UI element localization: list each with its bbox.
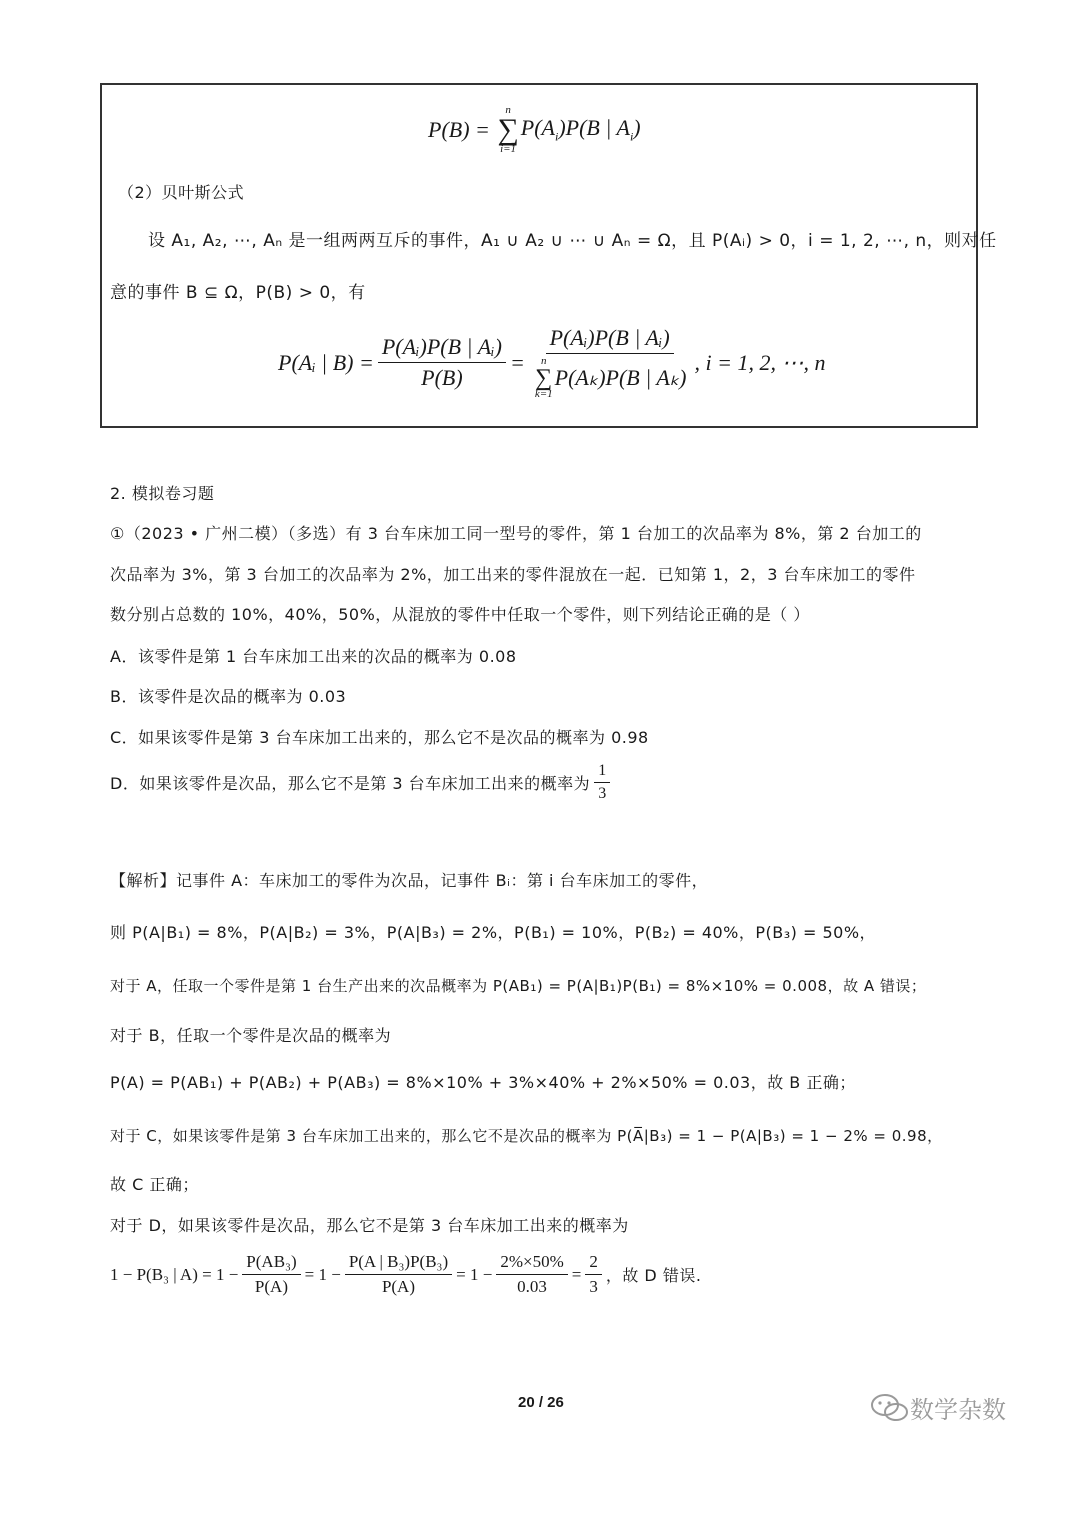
option-d-fraction: $\frac{1}{3}$ bbox=[594, 762, 610, 803]
watermark bbox=[870, 1390, 1006, 1425]
total-probability-formula: P(B) = n ∑ i=1 $P(A_i)P(B$ | $A_i$) bbox=[428, 104, 641, 155]
solution-line-4: 对于 B，任取一个零件是次品的概率为 bbox=[110, 1026, 392, 1045]
wechat-icon bbox=[870, 1392, 910, 1424]
option-d bbox=[110, 762, 614, 803]
solution-line-5: P(A) = P(AB₁) + P(AB₂) + P(AB₃) = 8%×10% + 3%×40% + 2%×50% = 0.03，故 B 正确； bbox=[110, 1073, 856, 1092]
option-b: B．该零件是次品的概率为 0.03 bbox=[110, 687, 347, 706]
solution-line-6: 对于 C，如果该零件是第 3 台车床加工出来的，那么它不是次品的概率为 P(A̅|B₃) = 1 − P(A|B₃) = 1 − 2% = 0.98， bbox=[110, 1127, 943, 1145]
solution-line-3: 对于 A，任取一个零件是第 1 台生产出来的次品概率为 P(AB₁) = P(A|B₁)P(B₁) = 8%×10% = 0.008，故 A 错误； bbox=[110, 977, 927, 995]
final-fraction-1: $\frac{\text{P(AB₃)}}{P(A)}$ bbox=[242, 1252, 300, 1297]
bayes-heading: （2）贝叶斯公式 bbox=[118, 183, 245, 202]
question-line-3: 数分别占总数的 10%，40%，50%，从混放的零件中任取一个零件，则下列结论正确的是（ ） bbox=[110, 605, 810, 624]
question-line-2: 次品率为 3%，第 3 台加工的次品率为 2%，加工出来的零件混放在一起．已知第 1，2，3 台车床加工的零件 bbox=[110, 565, 916, 584]
watermark-text: 数学杂数 bbox=[910, 1396, 1006, 1424]
solution-line-7: 故 C 正确； bbox=[110, 1175, 199, 1194]
option-c: C．如果该零件是第 3 台车床加工出来的，那么它不是次品的概率为 0.98 bbox=[110, 728, 649, 747]
bayes-condition-line1: 设 A₁, A₂, ⋯, Aₙ 是一组两两互斥的事件，A₁ ∪ A₂ ∪ ⋯ ∪ Aₙ = Ω，且 P(Aᵢ) > 0，i = 1, 2, ⋯, n，则对任 bbox=[148, 231, 997, 251]
solution-final-formula: 1 − P(B₃ | A) = 1 − $\frac{\text{P(AB₃)}}{P(A)}$ = 1 − $\frac{\text{P(A | B₃)P(B₃)}}{P(A)}$ = 1 − $\frac{2\%\times 50\%}{0.03}$ = $\frac{2}{3}$ ，故 D 错误. bbox=[110, 1252, 702, 1296]
bayes-tail: , i = 1, 2, ⋯, n bbox=[694, 349, 826, 375]
solution-line-2: 则 P(A|B₁) = 8%，P(A|B₂) = 3%，P(A|B₃) = 2%，P(B₁) = 10%，P(B₂) = 40%，P(B₃) = 50%， bbox=[110, 923, 877, 942]
section-heading: 2. 模拟卷习题 bbox=[110, 484, 215, 503]
solution-line-8: 对于 D，如果该零件是次品，那么它不是第 3 台车床加工出来的概率为 bbox=[110, 1216, 629, 1235]
final-fraction-3: $\frac{2\%\times 50\%}{0.03}$ bbox=[496, 1252, 567, 1297]
question-line-1: ①（2023 • 广州二模）（多选）有 3 台车床加工同一型号的零件，第 1 台加工的次品率为 8%，第 2 台加工的 bbox=[110, 524, 922, 543]
page-number: 20 / 26 bbox=[518, 1394, 564, 1411]
bayes-fraction-1: $\frac{\text{P(Aᵢ)P(B | Aᵢ)}}{P(B)}$ bbox=[378, 334, 506, 391]
solution-line-1: 【解析】记事件 A：车床加工的零件为次品，记事件 Bᵢ：第 i 台车床加工的零件， bbox=[110, 871, 709, 890]
bayes-lhs: P(Aᵢ | B) = bbox=[278, 349, 374, 375]
bayes-fraction-2: P(Aᵢ)P(B | Aᵢ) n ∑ k=1 P(Aₖ)P(B | Aₖ) bbox=[534, 325, 687, 400]
bayes-formula: P(Aᵢ | B) = $\frac{\text{P(Aᵢ)P(B | Aᵢ)}}{P(B)}$ = P(Aᵢ)P(B | Aᵢ) n ∑ k=1 P(Aₖ)P(B | Aₖ) , i = 1, 2, ⋯, n bbox=[278, 325, 826, 400]
option-d-text: D．如果该零件是次品，那么它不是第 3 台车床加工出来的概率为 bbox=[110, 774, 591, 793]
bayes-condition-line2: 意的事件 B ⊆ Ω，P(B) > 0，有 bbox=[110, 283, 366, 303]
sigma-symbol-k: n ∑ k=1 bbox=[534, 355, 553, 400]
option-a: A．该零件是第 1 台车床加工出来的次品的概率为 0.08 bbox=[110, 647, 517, 666]
sigma-symbol: n ∑ i=1 bbox=[497, 104, 519, 155]
final-fraction-4: $\frac{2}{3}$ bbox=[585, 1252, 602, 1297]
final-fraction-2: $\frac{\text{P(A | B₃)P(B₃)}}{P(A)}$ bbox=[345, 1252, 452, 1297]
